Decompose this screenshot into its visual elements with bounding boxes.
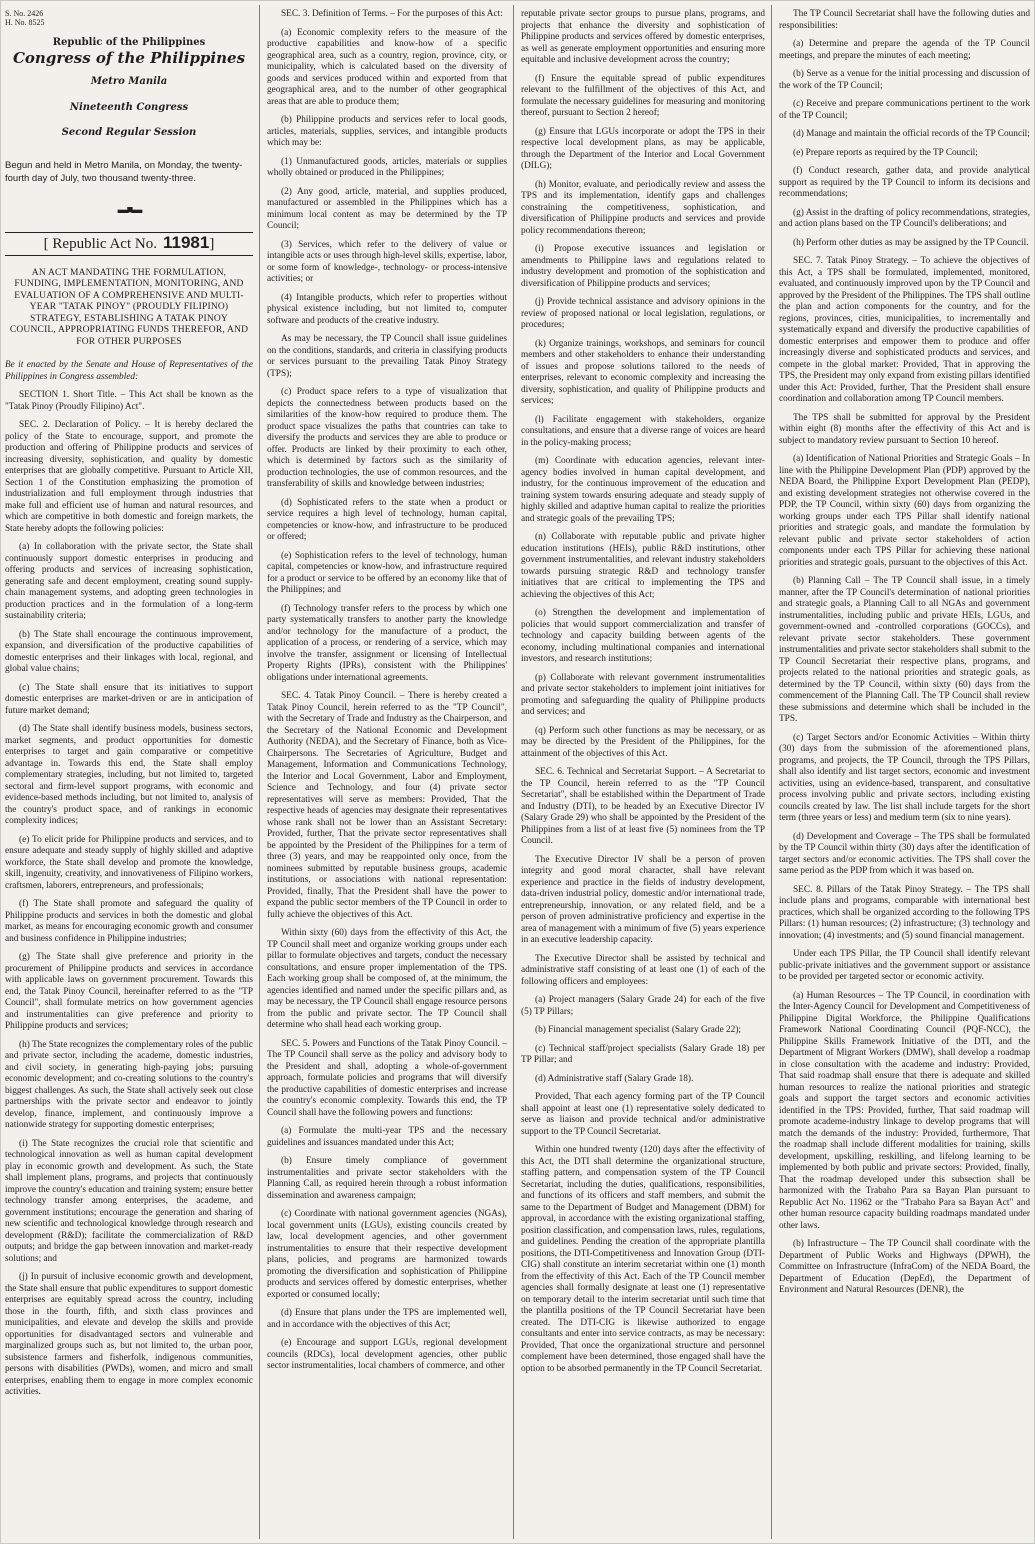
paragraph: (f) Ensure the equitable spread of public expenditures relevant to the fulfillment of the objectives of this Act, and formulate the necessary guidelines for measuring and monitoring thereof, pursuant to Section 2 hereof; bbox=[521, 73, 765, 118]
congress-number: Nineteenth Congress bbox=[69, 101, 189, 113]
paragraph: (f) The State shall promote and safeguard the quality of Philippine products and services in both the domestic and global market, as means for encouraging economic growth and consumer and business confidence in Philippine industries; bbox=[5, 899, 253, 944]
paragraph: (j) In pursuit of inclusive economic growth and development, the State shall ensure that public expenditures to support domestic enterprises are equitably spread across the country, including those in the fourth, fifth, and sixth class provinces and municipalities, and elevate and develop the skills and provide opportunities for disadvantaged sectors and vulnerable and marginalized groups such as, but not limited to, the urban poor, subsistence farmers and fisherfolk, indigenous communities, persons with disabilities (PWDs), women, and micro and small enterprises, enabling them to engage in more complex economic activities. bbox=[5, 1272, 253, 1397]
paragraph: (h) The State recognizes the complementary roles of the public and private sector, including the academe, domestic industries, and civil society, in generating high-paying jobs; pursuing economic development; and co-creating solutions to the country's biggest challenges. As such, the State shall actively seek out close partnerships with the private sector and endeavor to jointly develop, finance, implement, and continuously improve a nationwide strategy for supporting domestic enterprises; bbox=[5, 1039, 253, 1130]
paragraph: (e) Encourage and support LGUs, regional development councils (RDCs), local development agencies, other public sector instrumentalities, local chambers of commerce, and other bbox=[267, 1338, 507, 1371]
column-4 bbox=[775, 9, 1035, 1537]
paragraph: reputable private sector groups to pursue plans, programs, and projects that enhance the diversity and sophistication of Philippine products and services offered by domestic enterprises, as well as generate employment opportunities and ensuring more equitable and inclusive development across the country; bbox=[521, 9, 765, 65]
paragraph: (a) Formulate the multi-year TPS and the necessary guidelines and issuances mandated under this Act; bbox=[267, 1126, 507, 1148]
paragraph: (c) Coordinate with national government agencies (NGAs), local government units (LGUs), existing councils created by law, local development agencies, and other government instrumentalities to ensure that their respective development plans, policies, and programs are harmonized towards promoting the diversification and sophistication of Philippine products and services offered by domestic enterprises, whether exported or consumed locally; bbox=[267, 1209, 507, 1300]
column-3 bbox=[517, 9, 769, 1537]
paragraph: The Executive Director IV shall be a person of proven integrity and good moral character, shall have relevant experience and practice in the fields of industry development, data-driven industrial policy, domestic and/or international trade, entrepreneurship, innovation, or any related field, and be a person of proven administrative proficiency and expertise in the area of management with a minimum of five (5) years experience in an executive leadership capacity. bbox=[521, 854, 765, 945]
col1-text bbox=[5, 390, 253, 1399]
senate-bill-number: S. No. 2426 bbox=[5, 9, 44, 18]
paragraph: (1) Unmanufactured goods, articles, materials or supplies wholly obtained or produced in the Philippines; bbox=[267, 156, 507, 178]
paragraph: (b) Philippine products and services refer to local goods, articles, materials, supplies, services, and intangible products which may be: bbox=[267, 115, 507, 148]
column-2 bbox=[263, 9, 511, 1537]
paragraph: (m) Coordinate with education agencies, relevant inter-agency bodies involved in human capital development, and industry, for the continuous improvement of the education and training system towards ensuring adequate and steady supply of highly skilled and adaptive human capital to realize the priorities and strategic goals of the prevailing TPS; bbox=[521, 456, 765, 524]
paragraph: (b) Ensure timely compliance of government instrumentalities and private sector stakeholders with the Planning Call, as required herein through a robust information dissemination and awareness campaign; bbox=[267, 1156, 507, 1201]
paragraph: (g) The State shall give preference and priority in the procurement of Philippine products and services in accordance with applicable laws on government procurement. Towards this end, the Tatak Pinoy Council, hereinafter referred to as the "TP Council", shall formulate metrics on how government agencies and instrumentalities can give preference and priority to Philippine products and services; bbox=[5, 952, 253, 1031]
house-bill-number: H. No. 8525 bbox=[5, 18, 45, 27]
paragraph: (d) Development and Coverage – The TPS shall be formulated by the TP Council within thirty (30) days after the identification of target sectors and/or economic activities. The TPS shall cover the same period as the PDP from which it was based on. bbox=[779, 831, 1030, 876]
paragraph: (b) Planning Call – The TP Council shall issue, in a timely manner, after the TP Council's determination of national priorities and strategic goals, a Planning Call to all NGAs and government instrumentalities, including public and private HEIs, LGUs, and government-owned and -controlled corporations (GOCCs), and relevant private sector stakeholders. These government instrumentalities and private sector stakeholders shall submit to the TP Council Secretariat their respective plans, programs, and projects related to the national priorities and strategic goals, as determined by the TP Council, within sixty (60) days from the commencement of the Planning Call. The TP Council shall review these submissions and determine which shall be included in the TPS. bbox=[779, 576, 1030, 724]
column-rule bbox=[771, 5, 772, 1539]
paragraph: (d) Manage and maintain the official records of the TP Council; bbox=[793, 129, 1030, 139]
paragraph: (q) Perform such other functions as may be necessary, or as may be directed by the President of the Philippines, for the attainment of the objectives of this Act. bbox=[521, 725, 765, 759]
paragraph: The TPS shall be submitted for approval by the President within eight (8) months after the effectivity of this Act and is subject to mandatory review pursuant to Section 10 hereof. bbox=[779, 412, 1030, 446]
paragraph: Within sixty (60) days from the effectivity of this Act, the TP Council shall meet and organize working groups under each pillar to formulate objectives and targets, conduct the necessary consultations, and ensure proper implementation of the TPS. Each working group shall be composed of, at the minimum, the agencies identified and named under the specific pillars and, as may be necessary, the TP Council shall engage resource persons from the public and private sector. The TP Council shall determine who shall head each working group. bbox=[267, 928, 507, 1030]
republic-act-number bbox=[5, 232, 253, 256]
enacting-clause: Be it enacted by the Senate and House of Representatives of the Philippines in Congress assembled: bbox=[5, 360, 253, 382]
paragraph: As may be necessary, the TP Council shall issue guidelines on the conditions, standards, and criteria in classifying products or services pursuant to the prevailing Tatak Pinoy Strategy (TPS); bbox=[267, 334, 507, 379]
ra-number: 11981 bbox=[162, 233, 210, 252]
paragraph: (k) Organize trainings, workshops, and seminars for council members and other stakeholders to enhance their understanding of issues and propose solutions tailored to the needs of enterprises, relevant to economic complexity and increasing the diversity, sophistication, and quality of Philippine products and services; bbox=[521, 338, 765, 406]
column-1 bbox=[1, 9, 257, 1537]
paragraph: (c) The State shall ensure that its initiatives to support domestic enterprises are market-driven or are in anticipation of future market demand; bbox=[5, 682, 253, 716]
bill-numbers bbox=[5, 9, 253, 27]
ra-close: ] bbox=[209, 236, 215, 252]
paragraph: (e) To elicit pride for Philippine products and services, and to ensure adequate and steady supply of highly skilled and adaptive workforce, the State shall develop and promote the knowledge, skill, ingenuity, creativity, and innovativeness of Filipino workers, craftsmen, laborers, entrepreneurs, and professionals; bbox=[5, 834, 253, 891]
paragraph: SEC. 3. Definition of Terms. – For the purposes of this Act: bbox=[281, 9, 503, 19]
paragraph: (d) The State shall identify business models, business sectors, market segments, and product opportunities for domestic enterprises to target and gain comparative or competitive advantage in. Towards this end, the State shall employ complementary strategies, including, but not limited to, targeted sectoral and firm-level support programs, with economic and evidence-based methods including, but not limited to, analysis of the country's product space, and of rankings in economic complexity indices; bbox=[5, 724, 253, 826]
paragraph: (a) Identification of National Priorities and Strategic Goals – In line with the Philippine Development Plan (PDP) approved by the NEDA Board, the Philippine Export Development Plan (PEDP), and existing development strategies not otherwise covered in the PDP, the TP Council, within sixty (60) days from organizing the working groups under each TPS Pillar shall identify national priorities and strategic goals, and mandate the formulation by relevant public and private sector stakeholders of action components under each TPS Pillar for achieving these national priorities and strategic goals, pursuant to the objectives of this Act. bbox=[779, 454, 1030, 568]
paragraph: (c) Receive and prepare communications pertinent to the work of the TP Council; bbox=[779, 99, 1030, 121]
column-rule bbox=[259, 5, 260, 1539]
column-rule bbox=[513, 5, 514, 1539]
congress-heading: Congress of the Philippines bbox=[12, 48, 246, 67]
paragraph: (d) Administrative staff (Salary Grade 18). bbox=[535, 1073, 694, 1084]
paragraph: (e) Sophistication refers to the level of technology, human capital, competencies or know-how, and infrastructure required for a product or service to be offered by an economy like that of the Philippines; and bbox=[267, 550, 507, 595]
paragraph: (o) Strengthen the development and implementation of policies that would support commercialization and transfer of technology and capacity building between agents of the economy, including multinational companies and international investors, and research institutions; bbox=[521, 608, 765, 664]
paragraph: (a) Determine and prepare the agenda of the TP Council meetings, and prepare the minutes of each meeting; bbox=[779, 39, 1030, 61]
paragraph: (b) Serve as a venue for the initial processing and discussion of the work of the TP Council; bbox=[779, 69, 1030, 91]
paragraph: (h) Monitor, evaluate, and periodically review and assess the TPS and its implementation, identify gaps and challenges constraining the competitiveness, sophistication, and diversification of Philippine products and services and provide policy recommendations thereon; bbox=[521, 179, 765, 236]
paragraph: (j) Provide technical assistance and advisory opinions in the review of proposed national or local legislation, regulations, or procedures; bbox=[521, 297, 765, 330]
paragraph: (i) Propose executive issuances and legislation or amendments to Philippine laws and regulations related to industry development and promotion of the sophistication and diversification of Philippine products and services; bbox=[521, 244, 765, 289]
paragraph: SEC. 2. Declaration of Policy. – It is hereby declared the policy of the State to encourage, support, and promote the production and offering of Philippine products and services of increasing diversity, sophistication, and quality by domestic enterprises that are globally competitive. Pursuant to Article XII, Section 1 of the Constitution emphasizing the promotion of industrialization and full employment through industries that make full and efficient use of human and natural resources, and which are competitive in both domestic and foreign markets, the State hereby adopts the following policies: bbox=[5, 420, 253, 534]
paragraph: Provided, That each agency forming part of the TP Council shall appoint at least one (1) representative solely dedicated to serve as liaison and provide technical and/or administrative support to the TP Council Secretariat. bbox=[521, 1092, 765, 1137]
paragraph: Under each TPS Pillar, the TP Council shall identify relevant public-private initiatives and the government support or assistance to be provided per targeted sector or economic activity. bbox=[779, 949, 1030, 982]
paragraph: (n) Collaborate with reputable public and private higher education institutions (HEIs), public R&D institutions, other government instrumentalities, and relevant industry stakeholders towards pursuing strategic R&D and technology transfer initiatives that are critical to implementing the TPS and achieving the objectives of this Act; bbox=[521, 532, 765, 600]
paragraph: (h) Perform other duties as may be assigned by the TP Council. bbox=[793, 237, 1029, 248]
paragraph: SEC. 7. Tatak Pinoy Strategy. – To achieve the objectives of this Act, a TPS shall be formulated, implemented, monitored, evaluated, and continuously improved upon by the TP Council and approved by the President of the Philippines. The TPS shall outline the plan and action components for the country, and for the regions, provinces, cities, municipalities, to incrementally and systematically expand and diversify the productive capabilities of domestic enterprises and empower them to produce and offer increasingly diverse and sophisticated products and services, and compete in the global market: Provided, That in approving the TPS, the President may only expand from existing pillars identified under this Act: Provided, further, That the President shall ensure coordination and collaboration among TP Council members. bbox=[779, 256, 1030, 404]
paragraph: Within one hundred twenty (120) days after the effectivity of this Act, the DTI shall determine the organizational structure, staffing pattern, and compensation system of the TP Council Secretariat, including the duties, qualifications, responsibilities, and functions of its officers and staff members, and submit the same to the Department of Budget and Management (DBM) for approval, in accordance with the existing organizational staffing, position classification, and compensation laws, rules, regulations, and guidelines. Pending the creation of the appropriate plantilla positions, the DTI-Competitiveness and Innovation Group (DTI-CIG) shall constitute an interim secretariat within one (1) month from the effectivity of this Act. Each of the TP Council member agencies shall formally designate at least one (1) representative on temporary detail to the interim secretariat until such time that the plantilla positions of the TP Council Secretariat have been created. The DTI-CIG is likewise authorized to engage consultants and enter into service contracts, as may be necessary: Provided, That once the organizational structure and personnel complement have been determined, those engaged shall have the option to be absorbed permanently in the TP Council Secretariat. bbox=[521, 1145, 765, 1374]
paragraph: (c) Technical staff/project specialists (Salary Grade 18) per TP Pillar; and bbox=[521, 1043, 765, 1065]
paragraph: SEC. 8. Pillars of the Tatak Pinoy Strategy. – The TPS shall include plans and programs, comparable with international best practices, which shall be organized according to the following TPS Pillars: (1) human resources; (2) infrastructure; (3) technology and innovation; (4) investments; and (5) sound financial management. bbox=[779, 884, 1030, 941]
paragraph: SEC. 6. Technical and Secretariat Support. – A Secretariat to the TP Council, herein referred to as the "TP Council Secretariat", shall be established within the Department of Trade and Industry (DTI), to be headed by an Executive Director IV (Salary Grade 29) who shall be appointed by the President of the Philippines from a list of at least five (5) nominees from the TP Council. bbox=[521, 767, 765, 846]
paragraph: SEC. 5. Powers and Functions of the Tatak Pinoy Council. – The TP Council shall serve as the policy and advisory body to the President and shall, adopting a whole-of-government approach, formulate policies and programs that will diversify the productive capabilities of domestic enterprises and increase the country's economic complexity. Towards this end, the TP Council shall have the following powers and functions: bbox=[267, 1038, 507, 1118]
paragraph: (d) Sophisticated refers to the state when a product or service requires a high level of technology, human capital, competencies or know-how, and infrastructure to be produced or offered; bbox=[267, 497, 507, 542]
paragraph: (a) Project managers (Salary Grade 24) for each of the five (5) TP Pillars; bbox=[521, 995, 765, 1017]
ra-label: [ Republic Act No. bbox=[43, 236, 157, 252]
act-title: AN ACT MANDATING THE FORMULATION, FUNDING, IMPLEMENTATION, MONITORING, AND EVALUATION OF A COMPREHENSIVE AND MULTI-YEAR "TATAK PINOY" (PROUDLY FILIPINO) STRATEGY, ESTABLISHING A TATAK PINOY COUNCIL, APPROPRIATING FUNDS THEREFOR, AND FOR OTHER PURPOSES bbox=[9, 267, 249, 347]
paragraph: (g) Ensure that LGUs incorporate or adopt the TPS in their respective local development plans, as may be applicable, through the Department of the Interior and Local Government (DILG); bbox=[521, 126, 765, 171]
paragraph: (c) Target Sectors and/or Economic Activities – Within thirty (30) days from the submission of the aforementioned plans, programs, and projects, the TP Council, through the TPS Pillars, shall also identify and list target sectors, economic and investment activities, using an evidence-based, transparent, and consultative process involving public and private sectors, including existing councils created by law. The list shall include targets for the short term (three years or less) and medium term (six to nine years). bbox=[779, 732, 1030, 823]
paragraph: (g) Assist in the drafting of policy recommendations, strategies, and action plans based on the TP Council's deliberations; and bbox=[779, 207, 1030, 229]
paragraph: (f) Technology transfer refers to the process by which one party systematically transfers to another party the knowledge and/or technology for the manufacture of a product, the application of a process, or rendering of a service, which may involve the transfer, assignment or licensing of Intellectual Property Rights (IPRs), consistent with the Philippines' obligations under international agreements. bbox=[267, 603, 507, 683]
paragraph: (f) Conduct research, gather data, and provide analytical support as required by the TP Council to inform its decisions and recommendations; bbox=[779, 166, 1030, 199]
paragraph: (l) Facilitate engagement with stakeholders, organize consultations, and ensure that a diverse range of voices are heard in the policy-making process; bbox=[521, 414, 765, 448]
paragraph: (c) Product space refers to a type of visualization that depicts the connectedness between products based on the similarities of the know-how required to produce them. The product space visualizes the paths that countries can take to diversify the products and services they are able to produce or offer. Products are linked by their proximity to each other, which is determined by factors such as the similarity of production technologies, the use of common resources, and the transferability of skills and knowledge between industries; bbox=[267, 387, 507, 489]
paragraph: (4) Intangible products, which refer to properties without physical existence including, but not limited to, computer software and products of the creative industry. bbox=[267, 292, 507, 326]
paragraph: (b) The State shall encourage the continuous improvement, expansion, and diversification of the productive capabilities of domestic enterprises and their linkages with local, regional, and global value chains; bbox=[5, 629, 253, 674]
paragraph: (2) Any good, article, material, and supplies produced, manufactured or assembled in the Philippines which has a minimum local content as may be determined by the TP Council; bbox=[267, 186, 507, 231]
begun-statement: Begun and held in Metro Manila, on Monday, the twenty-fourth day of July, two thousand twenty-three. bbox=[5, 159, 243, 184]
paragraph: The TP Council Secretariat shall have the following duties and responsibilities: bbox=[779, 9, 1030, 31]
paragraph: SECTION 1. Short Title. – This Act shall be known as the "Tatak Pinoy (Proudly Filipino) Act". bbox=[5, 390, 253, 412]
republic-heading: Republic of the Philippines bbox=[52, 37, 206, 48]
paragraph: (d) Ensure that plans under the TPS are implemented well, and in accordance with the objectives of this Act; bbox=[267, 1308, 507, 1330]
paragraph: (a) In collaboration with the private sector, the State shall continuously support domestic enterprises in producing and offering products and services of increasing sophistication, generating safe and decent employment, creating sound supply-chain management systems, and adopting green technologies in production practices and in the formulation of a long-term sustainability criteria; bbox=[5, 542, 253, 621]
session-heading: Second Regular Session bbox=[61, 127, 197, 138]
paragraph: SEC. 4. Tatak Pinoy Council. – There is hereby created a Tatak Pinoy Council, herein referred to as the "TP Council", with the Secretary of Trade and Industry as the Chairperson, and the Secretary of the National Economic and Development Authority (NEDA), and the Secretary of Finance, both as Vice-Chairpersons. The Secretaries of Agriculture, Budget and Management, Information and Communications Technology, the Interior and Local Government, Labor and Employment, Science and Technology, and four (4) private sector representatives will serve as members: Provided, That the respective heads of agencies may designate their representatives whose rank shall not be lower than an Assistant Secretary: Provided, further, That the private sector representatives shall be appointed by the President of the Philippines for a term of three (3) years, and may be reappointed only once, from the nominees submitted by reputable business groups, academic institutions, or associations with national representation: Provided, finally, That the President shall have the power to expand the public sector members of the TP Council in order to fully achieve the objectives of this Act. bbox=[267, 691, 507, 920]
paragraph: (e) Prepare reports as required by the TP Council; bbox=[793, 147, 978, 158]
paragraph: (b) Financial management specialist (Salary Grade 22); bbox=[535, 1025, 742, 1035]
city-heading: Metro Manila bbox=[90, 76, 168, 87]
paragraph: (a) Human Resources – The TP Council, in coordination with the Inter-Agency Council for Development and Competitiveness of Philippine Digital Workforce, the Philippine Qualifications Framework National Coordinating Council (PQF-NCC), the Philippine Skills Framework Initiative of the DTI, and the Department of Migrant Workers (DMW), shall develop a roadmap in close consultation with the academe and industry: Provided, That said roadmap shall ensure that there is adequate and skilled human resources to realize the national priorities and strategic goals and support the target sectors and economic activities identified in the TPS: Provided, further, That said roadmap will promote academe-industry linkage to develop programs that will match the demands of the industry: Provided, furthermore, That the roadmap shall include different modalities for training, skills development, upskilling, reskilling, and lifelong learning to be implemented by both public and private sectors: Provided, finally, That the roadmap developed under this subsection shall be harmonized with the Trabaho Para sa Bayan Plan pursuant to Republic Act No. 11962 or the "Trabaho Para sa Bayan Act" and other human resource capacity building roadmaps mandated under other laws. bbox=[779, 990, 1030, 1231]
paragraph: (i) The State recognizes the crucial role that scientific and technological innovation as well as human capital development play in economic growth and development. As such, the State shall implement plans, programs, and projects that continuously improve the country's education and training system; ensure better technology transfer among enterprises, the academe, and government institutions; encourage the generation and sharing of new scientific and technological knowledge through research and development (R&D); facilitate the commercialization of R&D outputs; and bridge the gap between innovation and market-ready solutions; and bbox=[5, 1138, 253, 1264]
paragraph: The Executive Director shall be assisted by technical and administrative staff consisting of at least one (1) of each of the following officers and employees: bbox=[521, 953, 765, 987]
paragraph: (p) Collaborate with relevant government instrumentalities and private sector stakeholders to implement joint initiatives for promoting and safeguarding the quality of Philippine products and services; and bbox=[521, 672, 765, 717]
paragraph: (a) Economic complexity refers to the measure of the productive capabilities and know-how of a specific geographical area, such as a country, region, province, city, or municipality, which is calculated based on the diversity of goods and services produced within and exported from that geographical area, and to the number of other geographical areas that are able to produce them; bbox=[267, 27, 507, 107]
paragraph: (3) Services, which refer to the delivery of value or intangible acts or uses through high-level skills, expertise, labor, or some form of knowledge-, technology- or process-intensive activities; or bbox=[267, 239, 507, 284]
paragraph: (b) Infrastructure – The TP Council shall coordinate with the Department of Public Works and Highways (DPWH), the Committee on Infrastructure (InfraCom) of the NEDA Board, the Department of Education (DepEd), the Department of Environment and Natural Resources (DENR), the bbox=[779, 1239, 1030, 1295]
ornament-divider: ▬■▬ bbox=[117, 203, 141, 216]
